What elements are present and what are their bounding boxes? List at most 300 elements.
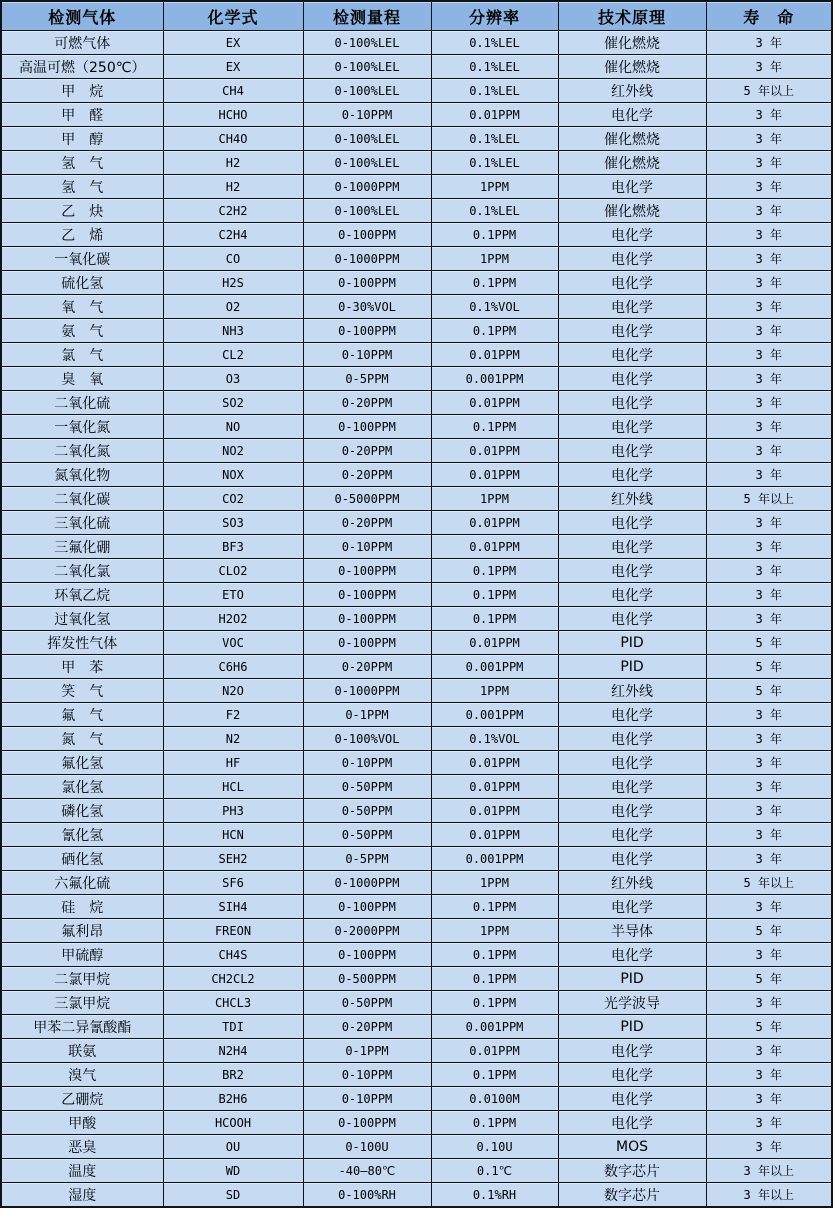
table-row xyxy=(1,55,832,79)
header-gas-name: 检测气体 xyxy=(1,1,163,31)
lifespan-cell: 3 年 xyxy=(706,199,832,223)
lifespan-cell: 3 年 xyxy=(706,991,832,1015)
header-technical-principle: 技术原理 xyxy=(558,1,706,31)
lifespan-cell: 5 年以上 xyxy=(706,79,832,103)
gas-name-cell: 甲 醛 xyxy=(1,103,163,127)
principle-cell: 电化学 xyxy=(558,727,706,751)
table-row xyxy=(1,463,832,487)
table-body xyxy=(1,31,832,1208)
range-cell: 0-100PPM xyxy=(303,415,431,439)
table-row xyxy=(1,679,832,703)
range-cell: 0-20PPM xyxy=(303,391,431,415)
principle-cell: 红外线 xyxy=(558,487,706,511)
resolution-cell: 1PPM xyxy=(431,919,558,943)
range-cell: 0-500PPM xyxy=(303,967,431,991)
range-cell: 0-10PPM xyxy=(303,751,431,775)
gas-name-cell: 硒化氢 xyxy=(1,847,163,871)
formula-cell: CL2 xyxy=(163,343,303,367)
principle-cell: MOS xyxy=(558,1135,706,1159)
lifespan-cell: 3 年 xyxy=(706,823,832,847)
formula-cell: OU xyxy=(163,1135,303,1159)
resolution-cell: 0.1%LEL xyxy=(431,79,558,103)
formula-cell: HCHO xyxy=(163,103,303,127)
table-row xyxy=(1,871,832,895)
gas-name-cell: 可燃气体 xyxy=(1,31,163,55)
table-row xyxy=(1,439,832,463)
range-cell: 0-1000PPM xyxy=(303,247,431,271)
resolution-cell: 0.1%VOL xyxy=(431,295,558,319)
formula-cell: WD xyxy=(163,1159,303,1183)
table-row xyxy=(1,511,832,535)
gas-name-cell: 甲 烷 xyxy=(1,79,163,103)
formula-cell: SO3 xyxy=(163,511,303,535)
formula-cell: VOC xyxy=(163,631,303,655)
lifespan-cell: 5 年以上 xyxy=(706,487,832,511)
range-cell: 0-1PPM xyxy=(303,703,431,727)
resolution-cell: 0.01PPM xyxy=(431,343,558,367)
table-row xyxy=(1,247,832,271)
range-cell: 0-50PPM xyxy=(303,775,431,799)
table-row xyxy=(1,1159,832,1183)
resolution-cell: 0.01PPM xyxy=(431,103,558,127)
gas-name-cell: 氟 气 xyxy=(1,703,163,727)
formula-cell: NOX xyxy=(163,463,303,487)
range-cell: 0-50PPM xyxy=(303,799,431,823)
table-row xyxy=(1,847,832,871)
resolution-cell: 0.01PPM xyxy=(431,463,558,487)
lifespan-cell: 3 年 xyxy=(706,895,832,919)
gas-name-cell: 二氧化硫 xyxy=(1,391,163,415)
lifespan-cell: 3 年 xyxy=(706,463,832,487)
principle-cell: 催化燃烧 xyxy=(558,55,706,79)
formula-cell: NH3 xyxy=(163,319,303,343)
lifespan-cell: 3 年 xyxy=(706,367,832,391)
gas-name-cell: 甲苯二异氰酸酯 xyxy=(1,1015,163,1039)
lifespan-cell: 3 年以上 xyxy=(706,1183,832,1208)
principle-cell: 电化学 xyxy=(558,847,706,871)
formula-cell: N2O xyxy=(163,679,303,703)
gas-name-cell: 一氧化碳 xyxy=(1,247,163,271)
lifespan-cell: 3 年 xyxy=(706,271,832,295)
formula-cell: CH4 xyxy=(163,79,303,103)
gas-name-cell: 甲 醇 xyxy=(1,127,163,151)
gas-name-cell: 二氧化碳 xyxy=(1,487,163,511)
principle-cell: PID xyxy=(558,1015,706,1039)
principle-cell: 电化学 xyxy=(558,367,706,391)
lifespan-cell: 3 年 xyxy=(706,1111,832,1135)
gas-name-cell: 甲硫醇 xyxy=(1,943,163,967)
table-row xyxy=(1,751,832,775)
range-cell: 0-50PPM xyxy=(303,991,431,1015)
resolution-cell: 0.1PPM xyxy=(431,415,558,439)
range-cell: 0-100PPM xyxy=(303,223,431,247)
table-row xyxy=(1,343,832,367)
lifespan-cell: 5 年 xyxy=(706,967,832,991)
lifespan-cell: 5 年 xyxy=(706,919,832,943)
gas-name-cell: 六氟化硫 xyxy=(1,871,163,895)
principle-cell: PID xyxy=(558,631,706,655)
resolution-cell: 0.001PPM xyxy=(431,703,558,727)
gas-name-cell: 氰化氢 xyxy=(1,823,163,847)
resolution-cell: 0.1%RH xyxy=(431,1183,558,1208)
range-cell: 0-100PPM xyxy=(303,271,431,295)
formula-cell: CO2 xyxy=(163,487,303,511)
formula-cell: CHCL3 xyxy=(163,991,303,1015)
resolution-cell: 0.1PPM xyxy=(431,319,558,343)
lifespan-cell: 3 年 xyxy=(706,1135,832,1159)
formula-cell: ETO xyxy=(163,583,303,607)
formula-cell: CO xyxy=(163,247,303,271)
principle-cell: 电化学 xyxy=(558,703,706,727)
formula-cell: HCL xyxy=(163,775,303,799)
range-cell: 0-100PPM xyxy=(303,607,431,631)
resolution-cell: 0.1PPM xyxy=(431,991,558,1015)
gas-name-cell: 乙 炔 xyxy=(1,199,163,223)
gas-name-cell: 氨 气 xyxy=(1,319,163,343)
table-row xyxy=(1,559,832,583)
formula-cell: NO xyxy=(163,415,303,439)
gas-name-cell: 乙硼烷 xyxy=(1,1087,163,1111)
range-cell: 0-10PPM xyxy=(303,1063,431,1087)
lifespan-cell: 3 年 xyxy=(706,223,832,247)
lifespan-cell: 3 年 xyxy=(706,1039,832,1063)
gas-name-cell: 三氟化硼 xyxy=(1,535,163,559)
principle-cell: 半导体 xyxy=(558,919,706,943)
range-cell: 0-100PPM xyxy=(303,895,431,919)
table-row xyxy=(1,151,832,175)
range-cell: 0-50PPM xyxy=(303,823,431,847)
gas-name-cell: 三氯甲烷 xyxy=(1,991,163,1015)
table-row xyxy=(1,127,832,151)
range-cell: 0-100PPM xyxy=(303,1111,431,1135)
resolution-cell: 0.01PPM xyxy=(431,823,558,847)
resolution-cell: 0.01PPM xyxy=(431,391,558,415)
formula-cell: H2O2 xyxy=(163,607,303,631)
lifespan-cell: 5 年 xyxy=(706,679,832,703)
range-cell: 0-100U xyxy=(303,1135,431,1159)
resolution-cell: 0.01PPM xyxy=(431,631,558,655)
table-row xyxy=(1,583,832,607)
table-row xyxy=(1,607,832,631)
resolution-cell: 0.001PPM xyxy=(431,847,558,871)
table-row xyxy=(1,727,832,751)
range-cell: 0-1000PPM xyxy=(303,175,431,199)
lifespan-cell: 3 年 xyxy=(706,31,832,55)
range-cell: 0-20PPM xyxy=(303,655,431,679)
lifespan-cell: 3 年以上 xyxy=(706,1159,832,1183)
formula-cell: SD xyxy=(163,1183,303,1208)
gas-name-cell: 氟化氢 xyxy=(1,751,163,775)
resolution-cell: 0.1%LEL xyxy=(431,31,558,55)
lifespan-cell: 3 年 xyxy=(706,415,832,439)
gas-name-cell: 三氧化硫 xyxy=(1,511,163,535)
resolution-cell: 0.01PPM xyxy=(431,535,558,559)
formula-cell: EX xyxy=(163,55,303,79)
lifespan-cell: 3 年 xyxy=(706,319,832,343)
gas-name-cell: 恶臭 xyxy=(1,1135,163,1159)
lifespan-cell: 5 年 xyxy=(706,631,832,655)
principle-cell: 电化学 xyxy=(558,463,706,487)
range-cell: 0-30%VOL xyxy=(303,295,431,319)
lifespan-cell: 3 年 xyxy=(706,1087,832,1111)
resolution-cell: 0.001PPM xyxy=(431,655,558,679)
gas-name-cell: 氮 气 xyxy=(1,727,163,751)
table-row xyxy=(1,175,832,199)
principle-cell: 电化学 xyxy=(558,607,706,631)
table-row xyxy=(1,775,832,799)
formula-cell: CH2CL2 xyxy=(163,967,303,991)
formula-cell: C2H2 xyxy=(163,199,303,223)
lifespan-cell: 3 年 xyxy=(706,511,832,535)
resolution-cell: 0.1℃ xyxy=(431,1159,558,1183)
gas-name-cell: 二氧化氮 xyxy=(1,439,163,463)
gas-name-cell: 一氧化氮 xyxy=(1,415,163,439)
principle-cell: 电化学 xyxy=(558,535,706,559)
lifespan-cell: 3 年 xyxy=(706,751,832,775)
resolution-cell: 0.1%LEL xyxy=(431,55,558,79)
lifespan-cell: 3 年 xyxy=(706,55,832,79)
header-chemical-formula: 化学式 xyxy=(163,1,303,31)
formula-cell: F2 xyxy=(163,703,303,727)
resolution-cell: 0.001PPM xyxy=(431,367,558,391)
lifespan-cell: 3 年 xyxy=(706,103,832,127)
table-row xyxy=(1,415,832,439)
principle-cell: 电化学 xyxy=(558,751,706,775)
range-cell: 0-1000PPM xyxy=(303,679,431,703)
formula-cell: TDI xyxy=(163,1015,303,1039)
principle-cell: 催化燃烧 xyxy=(558,151,706,175)
table-row xyxy=(1,103,832,127)
principle-cell: 电化学 xyxy=(558,247,706,271)
principle-cell: 电化学 xyxy=(558,1039,706,1063)
gas-name-cell: 硅 烷 xyxy=(1,895,163,919)
table-row xyxy=(1,703,832,727)
lifespan-cell: 3 年 xyxy=(706,127,832,151)
range-cell: 0-100%LEL xyxy=(303,127,431,151)
gas-name-cell: 联氨 xyxy=(1,1039,163,1063)
resolution-cell: 0.01PPM xyxy=(431,799,558,823)
principle-cell: 数字芯片 xyxy=(558,1159,706,1183)
range-cell: 0-100%LEL xyxy=(303,151,431,175)
lifespan-cell: 3 年 xyxy=(706,775,832,799)
table-row xyxy=(1,655,832,679)
principle-cell: 电化学 xyxy=(558,583,706,607)
resolution-cell: 0.1%LEL xyxy=(431,151,558,175)
principle-cell: 红外线 xyxy=(558,79,706,103)
range-cell: 0-1PPM xyxy=(303,1039,431,1063)
table-row xyxy=(1,1039,832,1063)
range-cell: 0-5PPM xyxy=(303,367,431,391)
gas-name-cell: 硫化氢 xyxy=(1,271,163,295)
formula-cell: NO2 xyxy=(163,439,303,463)
lifespan-cell: 5 年以上 xyxy=(706,871,832,895)
range-cell: 0-100PPM xyxy=(303,631,431,655)
lifespan-cell: 3 年 xyxy=(706,943,832,967)
table-row xyxy=(1,271,832,295)
principle-cell: 电化学 xyxy=(558,319,706,343)
lifespan-cell: 3 年 xyxy=(706,847,832,871)
gas-name-cell: 氯化氢 xyxy=(1,775,163,799)
table-row xyxy=(1,991,832,1015)
gas-name-cell: 甲 苯 xyxy=(1,655,163,679)
formula-cell: BR2 xyxy=(163,1063,303,1087)
resolution-cell: 0.01PPM xyxy=(431,775,558,799)
range-cell: 0-20PPM xyxy=(303,463,431,487)
principle-cell: 电化学 xyxy=(558,439,706,463)
principle-cell: 电化学 xyxy=(558,943,706,967)
resolution-cell: 0.1PPM xyxy=(431,1111,558,1135)
resolution-cell: 1PPM xyxy=(431,247,558,271)
range-cell: 0-10PPM xyxy=(303,535,431,559)
gas-name-cell: 乙 烯 xyxy=(1,223,163,247)
resolution-cell: 0.1PPM xyxy=(431,895,558,919)
principle-cell: 电化学 xyxy=(558,175,706,199)
range-cell: 0-5000PPM xyxy=(303,487,431,511)
gas-name-cell: 二氯甲烷 xyxy=(1,967,163,991)
table-row xyxy=(1,799,832,823)
principle-cell: 电化学 xyxy=(558,415,706,439)
formula-cell: HCOOH xyxy=(163,1111,303,1135)
table-row xyxy=(1,943,832,967)
lifespan-cell: 3 年 xyxy=(706,439,832,463)
lifespan-cell: 5 年 xyxy=(706,655,832,679)
formula-cell: O2 xyxy=(163,295,303,319)
gas-name-cell: 挥发性气体 xyxy=(1,631,163,655)
principle-cell: 电化学 xyxy=(558,103,706,127)
table-row xyxy=(1,199,832,223)
resolution-cell: 0.01PPM xyxy=(431,751,558,775)
resolution-cell: 0.1%LEL xyxy=(431,127,558,151)
table-row xyxy=(1,919,832,943)
formula-cell: O3 xyxy=(163,367,303,391)
resolution-cell: 1PPM xyxy=(431,679,558,703)
gas-name-cell: 环氧乙烷 xyxy=(1,583,163,607)
table-row xyxy=(1,1111,832,1135)
resolution-cell: 0.1PPM xyxy=(431,1063,558,1087)
gas-name-cell: 湿度 xyxy=(1,1183,163,1208)
resolution-cell: 0.1PPM xyxy=(431,967,558,991)
table-row xyxy=(1,367,832,391)
gas-name-cell: 臭 氧 xyxy=(1,367,163,391)
table-row xyxy=(1,631,832,655)
table-row xyxy=(1,319,832,343)
gas-name-cell: 氢 气 xyxy=(1,175,163,199)
gas-name-cell: 氧 气 xyxy=(1,295,163,319)
range-cell: 0-20PPM xyxy=(303,1015,431,1039)
lifespan-cell: 3 年 xyxy=(706,535,832,559)
resolution-cell: 0.1PPM xyxy=(431,943,558,967)
resolution-cell: 0.1PPM xyxy=(431,271,558,295)
principle-cell: 电化学 xyxy=(558,1063,706,1087)
gas-name-cell: 氢 气 xyxy=(1,151,163,175)
resolution-cell: 0.1PPM xyxy=(431,223,558,247)
formula-cell: HCN xyxy=(163,823,303,847)
formula-cell: FREON xyxy=(163,919,303,943)
resolution-cell: 0.01PPM xyxy=(431,439,558,463)
lifespan-cell: 3 年 xyxy=(706,703,832,727)
range-cell: 0-100%VOL xyxy=(303,727,431,751)
resolution-cell: 0.01PPM xyxy=(431,1039,558,1063)
lifespan-cell: 3 年 xyxy=(706,727,832,751)
lifespan-cell: 3 年 xyxy=(706,799,832,823)
formula-cell: H2 xyxy=(163,175,303,199)
range-cell: 0-1000PPM xyxy=(303,871,431,895)
formula-cell: SO2 xyxy=(163,391,303,415)
table-row xyxy=(1,1135,832,1159)
principle-cell: 电化学 xyxy=(558,775,706,799)
range-cell: 0-5PPM xyxy=(303,847,431,871)
principle-cell: 电化学 xyxy=(558,799,706,823)
range-cell: 0-20PPM xyxy=(303,511,431,535)
principle-cell: 催化燃烧 xyxy=(558,127,706,151)
formula-cell: H2S xyxy=(163,271,303,295)
principle-cell: 电化学 xyxy=(558,391,706,415)
principle-cell: 光学波导 xyxy=(558,991,706,1015)
principle-cell: 电化学 xyxy=(558,559,706,583)
gas-name-cell: 二氧化氯 xyxy=(1,559,163,583)
principle-cell: 电化学 xyxy=(558,823,706,847)
formula-cell: N2H4 xyxy=(163,1039,303,1063)
formula-cell: SF6 xyxy=(163,871,303,895)
range-cell: 0-100PPM xyxy=(303,319,431,343)
principle-cell: 电化学 xyxy=(558,295,706,319)
resolution-cell: 0.01PPM xyxy=(431,511,558,535)
principle-cell: 电化学 xyxy=(558,1087,706,1111)
gas-name-cell: 甲酸 xyxy=(1,1111,163,1135)
table-row xyxy=(1,31,832,55)
gas-name-cell: 溴气 xyxy=(1,1063,163,1087)
lifespan-cell: 3 年 xyxy=(706,175,832,199)
principle-cell: PID xyxy=(558,967,706,991)
formula-cell: B2H6 xyxy=(163,1087,303,1111)
principle-cell: 电化学 xyxy=(558,895,706,919)
table-row xyxy=(1,391,832,415)
gas-name-cell: 温度 xyxy=(1,1159,163,1183)
resolution-cell: 0.0100M xyxy=(431,1087,558,1111)
gas-name-cell: 笑 气 xyxy=(1,679,163,703)
range-cell: -40—80℃ xyxy=(303,1159,431,1183)
table-row xyxy=(1,487,832,511)
range-cell: 0-10PPM xyxy=(303,1087,431,1111)
principle-cell: 电化学 xyxy=(558,271,706,295)
lifespan-cell: 3 年 xyxy=(706,607,832,631)
lifespan-cell: 3 年 xyxy=(706,1063,832,1087)
resolution-cell: 0.1PPM xyxy=(431,583,558,607)
table-header-row xyxy=(1,1,832,31)
formula-cell: C6H6 xyxy=(163,655,303,679)
table-row xyxy=(1,79,832,103)
formula-cell: CLO2 xyxy=(163,559,303,583)
table-row xyxy=(1,1087,832,1111)
table-row xyxy=(1,823,832,847)
header-detection-range: 检测量程 xyxy=(303,1,431,31)
range-cell: 0-10PPM xyxy=(303,343,431,367)
range-cell: 0-100%LEL xyxy=(303,31,431,55)
table-row xyxy=(1,1063,832,1087)
table-row xyxy=(1,967,832,991)
lifespan-cell: 3 年 xyxy=(706,583,832,607)
range-cell: 0-100%LEL xyxy=(303,199,431,223)
resolution-cell: 1PPM xyxy=(431,487,558,511)
formula-cell: PH3 xyxy=(163,799,303,823)
gas-name-cell: 高温可燃（250℃） xyxy=(1,55,163,79)
table-row xyxy=(1,223,832,247)
formula-cell: N2 xyxy=(163,727,303,751)
gas-name-cell: 氯 气 xyxy=(1,343,163,367)
formula-cell: C2H4 xyxy=(163,223,303,247)
resolution-cell: 0.1%VOL xyxy=(431,727,558,751)
range-cell: 0-100%RH xyxy=(303,1183,431,1208)
